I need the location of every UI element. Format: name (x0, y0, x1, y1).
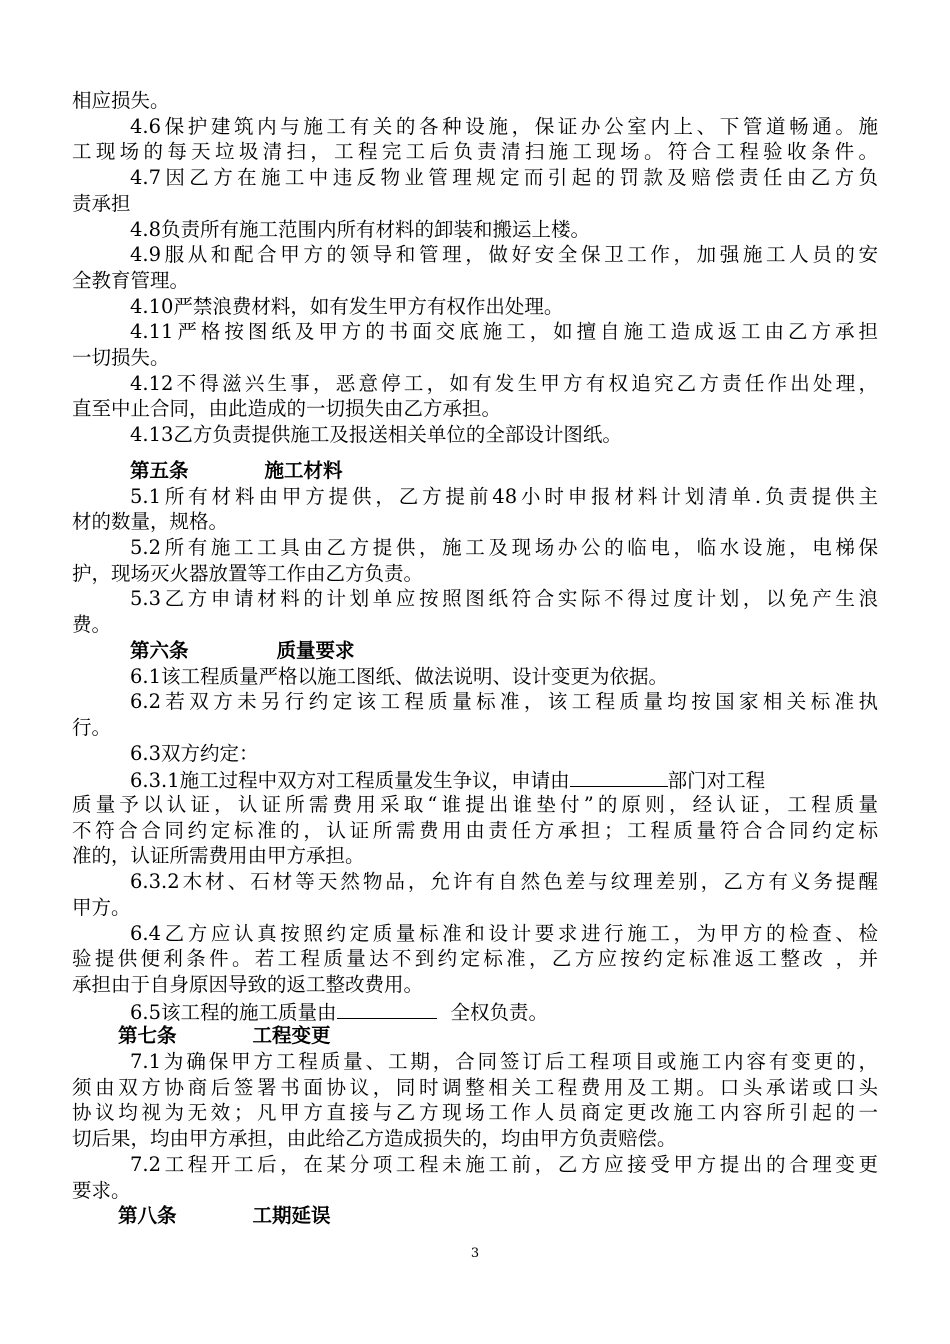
text-line: 5.1所有材料由甲方提供，乙方提前48小时申报材料计划清单.负责提供主 (130, 484, 878, 508)
text-line: 6.3.2木材、石材等天然物品，允许有自然色差与纹理差别，乙方有义务提醒 (130, 870, 878, 894)
text-line: 甲方。 (72, 895, 131, 919)
text-line: 4.8负责所有施工范围内所有材料的卸装和搬运上楼。 (130, 217, 591, 241)
article-title: 工期延误 (252, 1204, 331, 1228)
blank-field (337, 998, 437, 1019)
text-line: 质量予以认证，认证所需费用采取“谁提出谁垫付”的原则，经认证，工程质量 (72, 793, 878, 816)
article-title: 工程变更 (252, 1024, 331, 1048)
text-line: 4.12不得滋兴生事，恶意停工，如有发生甲方有权追究乙方责任作出处理， (130, 371, 878, 395)
text-line: 切后果，均由甲方承担，由此给乙方造成损失的，均由甲方负责赔偿。 (72, 1127, 677, 1151)
article-number: 第六条 (130, 638, 189, 662)
text-line: 7.1为确保甲方工程质量、工期，合同签订后工程项目或施工内容有变更的， (130, 1050, 878, 1073)
text-line: 准的，认证所需费用由甲方承担。 (72, 844, 365, 868)
text-line: 工现场的每天垃圾清扫，工程完工后负责清扫施工现场。符合工程验收条件。 (72, 140, 878, 164)
text-line: 5.3乙方申请材料的计划单应按照图纸符合实际不得过度计划，以免产生浪 (130, 587, 878, 611)
text-line: 要求。 (72, 1178, 131, 1202)
article-8-heading (118, 1203, 331, 1229)
text-line: 4.9服从和配合甲方的领导和管理，做好安全保卫工作，加强施工人员的安 (130, 243, 878, 267)
text-line: 直至中止合同，由此造成的一切损失由乙方承担。 (72, 397, 502, 421)
text-line: 4.13乙方负责提供施工及报送相关单位的全部设计图纸。 (130, 423, 622, 447)
text-line: 护，现场灭火器放置等工作由乙方负责。 (72, 561, 424, 585)
text-line: 协议均视为无效；凡甲方直接与乙方现场工作人员商定更改施工内容所引起的一 (72, 1101, 878, 1125)
article-number: 第七条 (118, 1024, 177, 1048)
text-line: 责承担 (72, 191, 131, 215)
article-5-heading (130, 458, 343, 484)
text-line: 费。 (72, 613, 112, 637)
text-line: 材的数量，规格。 (72, 510, 229, 534)
text-line: 6.3双方约定： (130, 741, 259, 765)
text-line: 5.2所有施工工具由乙方提供，施工及现场办公的临电，临水设施，电梯保 (130, 536, 878, 559)
article-number: 第五条 (130, 458, 189, 482)
text-segment: 6.3.1施工过程中双方对工程质量发生争议，申请由 (130, 769, 570, 793)
text-line (130, 998, 878, 1026)
text-line: 4.10严禁浪费材料，如有发生甲方有权作出处理。 (130, 294, 564, 318)
article-7-heading (118, 1023, 331, 1049)
text-line: 承担由于自身原因导致的返工整改费用。 (72, 972, 424, 996)
text-line: 一切损失。 (72, 346, 170, 369)
text-line: 不符合合同约定标准的，认证所需费用由责任方承担；工程质量符合合同约定标 (72, 818, 878, 842)
text-line (130, 766, 878, 794)
blank-field (570, 766, 668, 787)
text-line: 6.2若双方未另行约定该工程质量标准，该工程质量均按国家相关标准执 (130, 690, 878, 714)
article-6-heading (130, 638, 355, 664)
text-line: 相应损失。 (72, 89, 170, 112)
text-line: 验提供便利条件。若工程质量达不到约定标准，乙方应按约定标准返工整改 ，并 (72, 947, 878, 971)
text-line: 4.11严格按图纸及甲方的书面交底施工，如擅自施工造成返工由乙方承担 (130, 320, 878, 344)
text-segment: 全权负责。 (450, 1000, 549, 1024)
text-line: 4.6保护建筑内与施工有关的各种设施，保证办公室内上、下管道畅通。施 (130, 114, 878, 138)
text-segment: 部门对工程 (667, 769, 766, 793)
article-number: 第八条 (118, 1204, 177, 1228)
text-line: 6.1该工程质量严格以施工图纸、做法说明、设计变更为依据。 (130, 664, 669, 688)
text-line: 行。 (72, 715, 112, 739)
text-line: 须由双方协商后签署书面协议，同时调整相关工程费用及工期。口头承诺或口头 (72, 1075, 878, 1099)
text-segment: 6.5该工程的施工质量由 (130, 1000, 337, 1024)
text-line: 7.2工程开工后，在某分项工程未施工前，乙方应接受甲方提出的合理变更 (130, 1152, 878, 1176)
article-title: 施工材料 (264, 458, 343, 482)
text-line: 全教育管理。 (72, 268, 190, 292)
article-title: 质量要求 (276, 638, 355, 662)
text-line: 4.7因乙方在施工中违反物业管理规定而引起的罚款及赔偿责任由乙方负 (130, 166, 878, 190)
text-line: 6.4乙方应认真按照约定质量标准和设计要求进行施工，为甲方的检查、检 (130, 921, 878, 945)
page-number: 3 (470, 1246, 480, 1261)
